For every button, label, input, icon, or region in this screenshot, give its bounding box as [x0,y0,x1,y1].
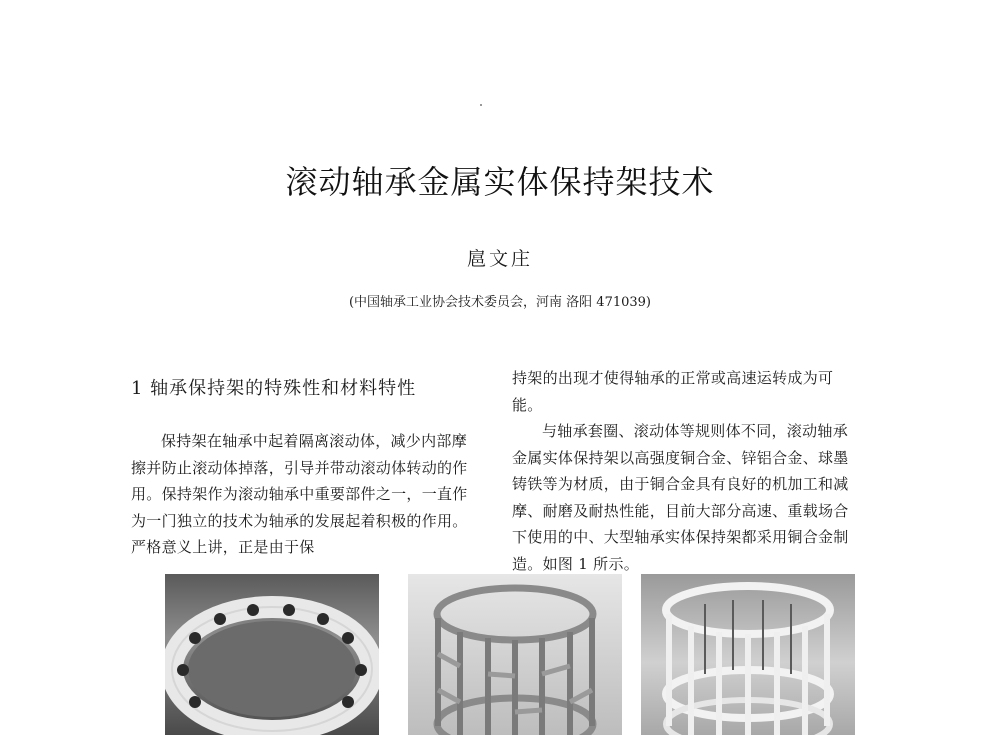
tall-cage-photo-icon [641,574,855,735]
section-heading: 1 轴承保持架的特殊性和材料特性 [131,378,417,399]
figure-ball-cage-photo [165,574,379,735]
author-name: 扈文庄 [466,248,533,270]
body-paragraph-continuation: 持架的出现才使得轴承的正常或高速运转成为可能。 [512,369,834,414]
window-cage-photo-icon [408,574,622,735]
body-paragraph-col1: 保持架在轴承中起着隔离滚动体，减少内部摩擦并防止滚动体掉落，引导并带动滚动体转动的作用。保持架作为滚动轴承中重要部件之一，一直作为一门独立的技术为轴承的发展起着积极的作用。严格意义上讲，正是由于保 [131,432,468,556]
body-paragraph-col2: 与轴承套圈、滚动体等规则体不同，滚动轴承金属实体保持架以高强度铜合金、锌铝合金、球墨铸铁等为材质，由于铜合金具有良好的机加工和减摩、耐磨及耐热性能，目前大部分高速、重载场合下使用的中、大型轴承实体保持架都采用铜合金制造。如图 1 所示。 [512,422,849,573]
figure-tall-cage-photo [641,574,855,735]
author-affiliation: (中国轴承工业协会技术委员会，河南 洛阳 471039) [348,295,652,310]
paper-title: 滚动轴承金属实体保持架技术 [285,163,715,201]
figure-window-cage-photo [408,574,622,735]
ball-cage-photo-icon [165,574,379,735]
scan-speck [480,104,482,106]
